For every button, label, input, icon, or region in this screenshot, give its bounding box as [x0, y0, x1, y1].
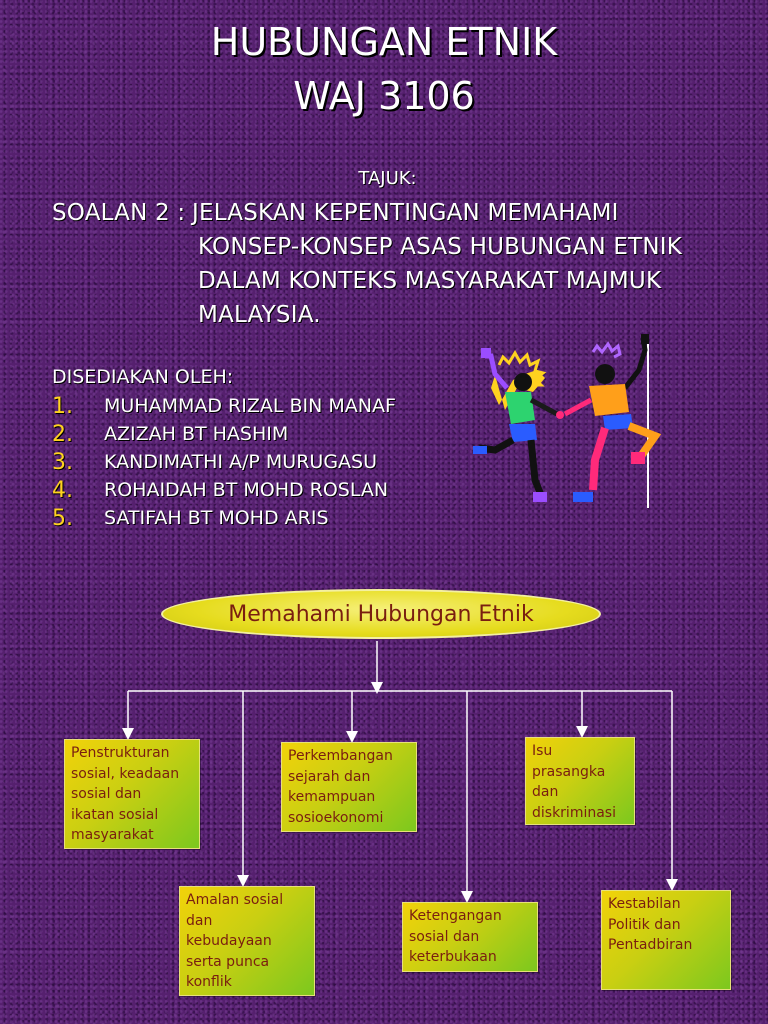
node-text-line: ikatan sosial [71, 806, 159, 823]
member-number: 3. [52, 449, 73, 475]
diagram-node [179, 886, 315, 996]
member-name: SATIFAH BT MOHD ARIS [104, 507, 329, 529]
slide-title-line1: HUBUNGAN ETNIK [210, 20, 558, 64]
diagram-node [601, 890, 731, 990]
node-text-line: Ketengangan [409, 908, 502, 924]
soalan-line-3: DALAM KONTEKS MASYARAKAT MAJMUK [198, 268, 662, 294]
node-text-line: Amalan sosial [186, 892, 284, 908]
node-text-line: masyarakat [71, 827, 154, 843]
node-text-line: dan [186, 912, 213, 929]
node-text-line: keterbukaan [409, 949, 497, 965]
node-text-line: sosioekonomi [288, 809, 384, 826]
member-number: 4. [52, 477, 73, 503]
node-text-line: prasangka [532, 763, 606, 780]
diagram-root-node: Memahami Hubungan Etnik [161, 589, 601, 639]
member-name: AZIZAH BT HASHIM [104, 423, 289, 445]
diagram-node [64, 739, 200, 849]
node-text-line: konflik [186, 974, 232, 990]
member-name: KANDIMATHI A/P MURUGASU [104, 451, 378, 473]
node-text-line: sosial, keadaan [71, 765, 180, 782]
soalan-line-4: MALAYSIA. [198, 302, 321, 328]
diagram-node [402, 902, 538, 972]
node-text-line: sosial dan [409, 928, 480, 945]
node-text-line: Kestabilan [608, 896, 681, 912]
slide-title-line2: WAJ 3106 [293, 74, 475, 118]
prepared-by-label: DISEDIAKAN OLEH: [52, 366, 234, 388]
soalan-line-2: KONSEP-KONSEP ASAS HUBUNGAN ETNIK [198, 234, 683, 260]
node-text-line: sejarah dan [288, 768, 371, 785]
tajuk-label: TAJUK: [358, 168, 417, 189]
soalan-line-1: JELASKAN KEPENTINGAN MEMAHAMI [192, 200, 619, 226]
node-text-line: Politik dan [608, 916, 681, 933]
node-text-line: sosial dan [71, 786, 142, 802]
node-text-line: Pentadbiran [608, 937, 693, 953]
member-number: 5. [52, 505, 73, 531]
member-number: 2. [52, 421, 73, 447]
member-name: ROHAIDAH BT MOHD ROSLAN [104, 479, 389, 501]
member-name: MUHAMMAD RIZAL BIN MANAF [104, 395, 396, 417]
soalan-prefix: SOALAN 2 : [52, 200, 186, 226]
node-text-line: dan [532, 784, 559, 800]
node-text-line: diskriminasi [532, 804, 616, 821]
node-text-line: kemampuan [288, 789, 376, 805]
node-text-line: serta punca [186, 953, 270, 970]
node-text-line: Penstrukturan [71, 745, 170, 761]
node-text-line: kebudayaan [186, 933, 272, 949]
diagram-node [525, 737, 635, 825]
node-text-line: Perkembangan [288, 748, 393, 764]
diagram-node [281, 742, 417, 832]
node-text-line: Isu [532, 743, 553, 759]
member-number: 1. [52, 393, 73, 419]
